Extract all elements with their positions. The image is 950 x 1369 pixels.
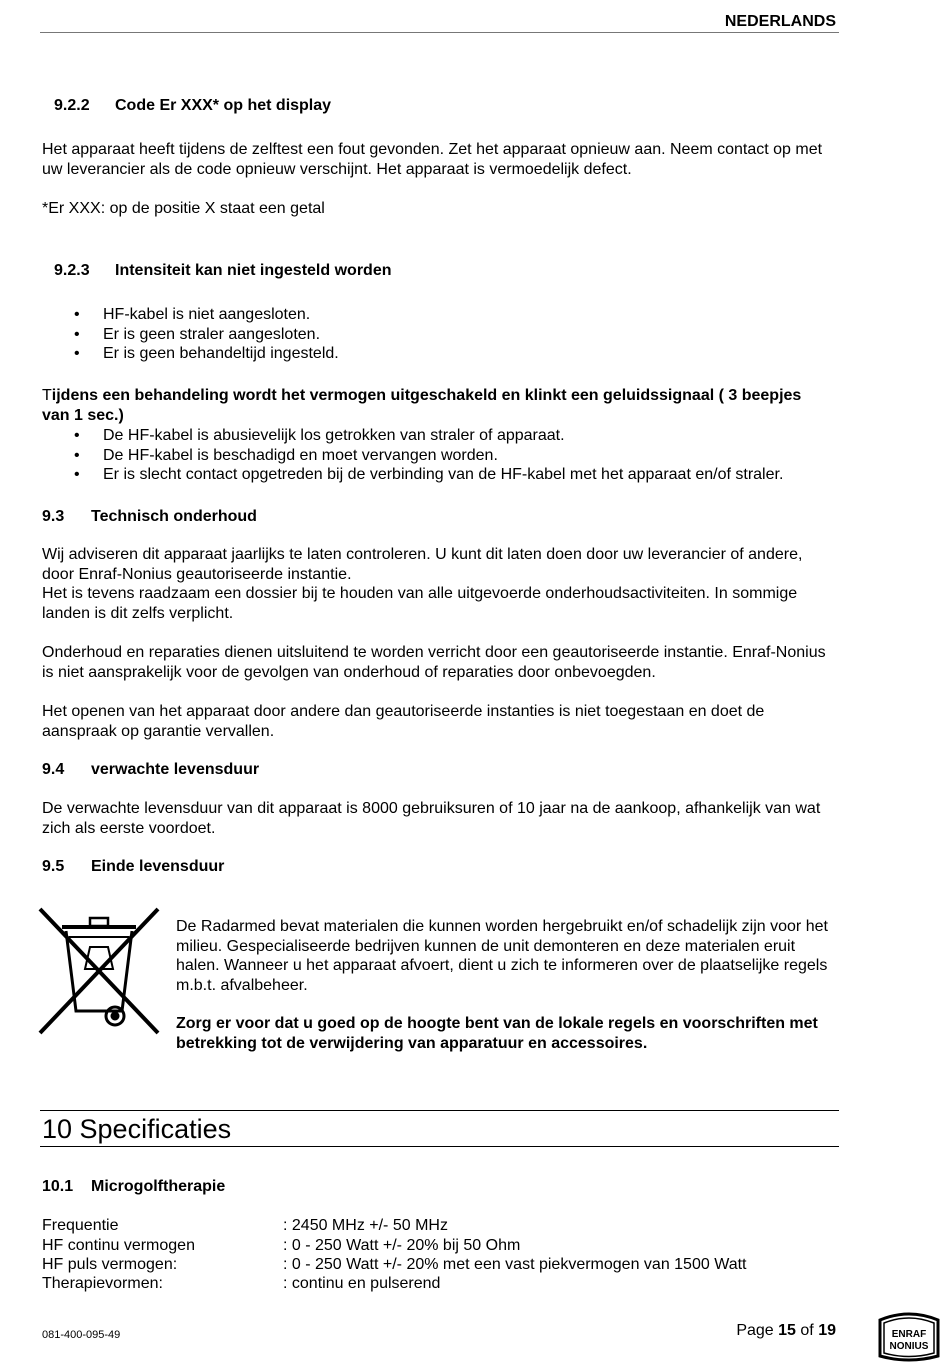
section-9-5-heading: [42, 857, 224, 877]
chapter-rule-top: [40, 1110, 839, 1111]
list-item: • HF-kabel is niet aangesloten.: [42, 305, 842, 325]
section-number: 10.1: [42, 1178, 74, 1195]
section-title: verwachte levensduur: [91, 761, 260, 778]
page-label: Page: [736, 1322, 774, 1339]
paragraph: Het apparaat heeft tijdens de zelftest een fout gevonden. Zet het apparaat opnieuw aan. Neem contact op met uw leverancier als de code opnieuw verschijnt. Het apparaat is vermoedelijk defect.: [42, 141, 823, 178]
list-item: • De HF-kabel is beschadigd en moet vervangen worden.: [42, 446, 842, 466]
section-number: 9.5: [42, 858, 65, 875]
bullet-list: [42, 426, 842, 485]
paragraph: Onderhoud en reparaties dienen uitsluitend te worden verricht door een geautoriseerde instantie. Enraf-Nonius is niet aansprakelijk voor de gevolgen van onderhoud of reparaties door onbevoegden.: [42, 644, 826, 681]
section-title: Technisch onderhoud: [91, 508, 257, 525]
page-of: of: [800, 1322, 814, 1339]
page-total: 19: [818, 1322, 836, 1339]
bullet-list: [42, 305, 842, 364]
document-number: 081-400-095-49: [42, 1329, 121, 1341]
list-item: • Er is slecht contact opgetreden bij de verbinding van de HF-kabel met het apparaat en/of straler.: [42, 465, 842, 485]
page-indicator: [736, 1321, 836, 1341]
section-10-1-heading: [42, 1177, 225, 1197]
section-number: 9.4: [42, 761, 65, 778]
section-title: Einde levensduur: [91, 858, 225, 875]
spec-value: : 2450 MHz +/- 50 MHz: [283, 1217, 448, 1234]
spec-label: HF continu vermogen: [42, 1237, 195, 1254]
section-title: Code Er XXX* op het display: [115, 97, 332, 114]
section-title: Microgolftherapie: [91, 1178, 226, 1195]
chapter-title: 10 Specificaties: [42, 1114, 232, 1144]
spec-value: : continu en pulserend: [283, 1275, 441, 1292]
section-9-2-2-heading: [54, 96, 331, 116]
section-number: 9.3: [42, 508, 65, 525]
chapter-rule-bottom: [40, 1146, 839, 1147]
list-item: • Er is geen straler aangesloten.: [42, 325, 842, 345]
spec-value: : 0 - 250 Watt +/- 20% met een vast piekvermogen van 1500 Watt: [283, 1256, 747, 1273]
header-language: NEDERLANDS: [724, 13, 836, 30]
page-current: 15: [778, 1322, 796, 1339]
spec-label: HF puls vermogen:: [42, 1256, 178, 1273]
paragraph: De Radarmed bevat materialen die kunnen worden hergebruikt en/of schadelijk zijn voor het milieu. Gespecialiseerde bedrijven kunnen de unit demonteren en deze materialen eruit halen. Wanneer u het apparaat afvoert, dient u zich te informeren over de plaatselijke regels m.b.t. afvalbeheer.: [176, 918, 828, 994]
section-title: Intensiteit kan niet ingesteld worden: [115, 262, 392, 279]
spec-label: Frequentie: [42, 1217, 119, 1234]
enraf-nonius-logo: [876, 1310, 942, 1362]
logo-line-1: ENRAF: [891, 1329, 927, 1340]
spec-value: : 0 - 250 Watt +/- 20% bij 50 Ohm: [283, 1237, 521, 1254]
warning-text: ijdens een behandeling wordt het vermogen uitgeschakeld en klinkt een geluidssignaal ( 3 beepjes van 1 sec.): [42, 387, 802, 424]
spec-label: Therapievormen:: [42, 1275, 163, 1292]
paragraph: Het openen van het apparaat door andere dan geautoriseerde instanties is niet toegestaan en doet de aanspraak op garantie vervallen.: [42, 703, 765, 740]
section-9-3-heading: [42, 507, 257, 527]
section-9-4-heading: [42, 760, 259, 780]
header-rule: [40, 32, 839, 33]
list-item: • Er is geen behandeltijd ingesteld.: [42, 344, 842, 364]
section-number: 9.2.3: [54, 262, 90, 279]
section-9-2-3-heading: [54, 261, 391, 281]
bold-paragraph: Zorg er voor dat u goed op de hoogte bent van de lokale regels en voorschriften met betrekking tot de verwijdering van apparatuur en accessoires.: [176, 1015, 818, 1052]
paragraph: Het is tevens raadzaam een dossier bij te houden van alle uitgevoerde onderhoudsactiviteiten. In sommige landen is dit zelfs verplicht.: [42, 585, 798, 622]
paragraph: De verwachte levensduur van dit apparaat is 8000 gebruiksuren of 10 jaar na de aankoop, afhankelijk van wat zich als eerste voordoet.: [42, 800, 821, 837]
section-number: 9.2.2: [54, 97, 90, 114]
footnote: *Er XXX: op de positie X staat een getal: [42, 200, 325, 217]
warning-paragraph: [42, 386, 802, 425]
lead-letter: T: [42, 387, 52, 404]
list-item: • De HF-kabel is abusievelijk los getrokken van straler of apparaat.: [42, 426, 842, 446]
paragraph: Wij adviseren dit apparaat jaarlijks te laten controleren. U kunt dit laten doen door uw leverancier of andere, door Enraf-Nonius geautoriseerde instantie.: [42, 546, 803, 583]
weee-crossed-bin-icon: [38, 907, 160, 1037]
logo-line-2: NONIUS: [889, 1341, 929, 1352]
